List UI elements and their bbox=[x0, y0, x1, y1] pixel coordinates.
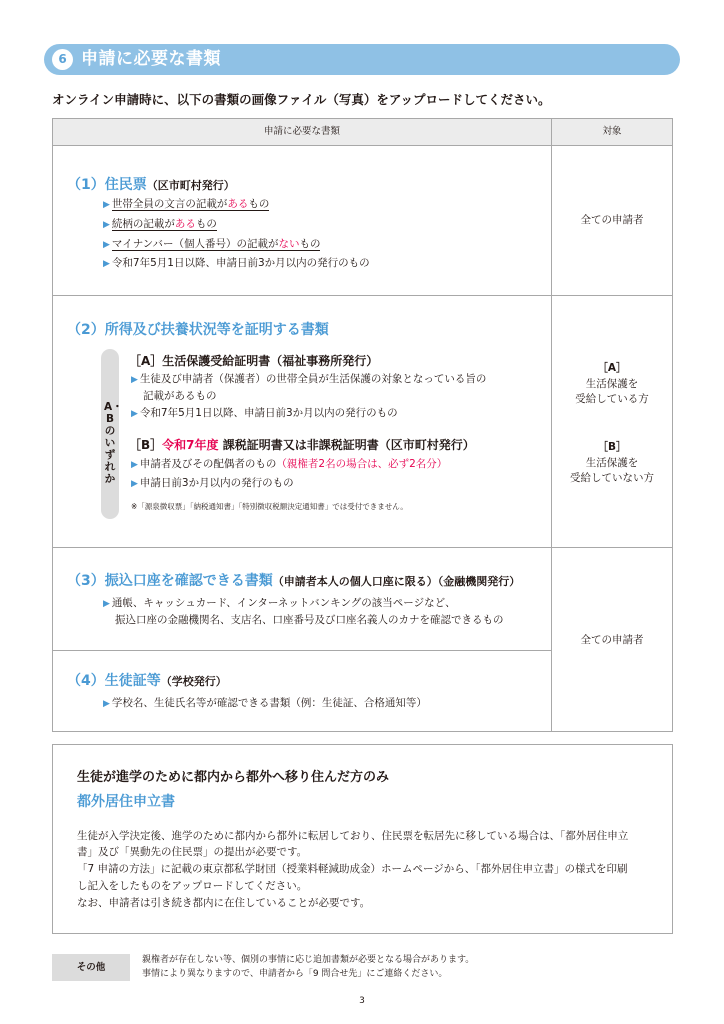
s4-title: （4）生徒証等（学校発行） bbox=[67, 673, 227, 689]
s2-target-b-label: ［B］ bbox=[597, 441, 627, 453]
header-documents: 申請に必要な書類 bbox=[263, 126, 340, 137]
required-documents-table bbox=[52, 118, 673, 732]
section-banner bbox=[44, 44, 680, 75]
triangle-bullet-icon: ▶ bbox=[131, 375, 138, 385]
triangle-bullet-icon: ▶ bbox=[103, 699, 110, 709]
row-divider bbox=[53, 650, 551, 651]
section-title: 申請に必要な書類 bbox=[81, 49, 221, 69]
outside-paragraph-line: し記入をしたものをアップロードしてください。 bbox=[77, 880, 308, 892]
outside-paragraph-line: 書」及び「異動先の住民票」の提出が必要です。 bbox=[77, 846, 308, 858]
s1-bullet-3: ▶ マイナンバー（個人番号）の記載がないもの bbox=[103, 238, 321, 250]
triangle-bullet-icon: ▶ bbox=[103, 259, 110, 269]
s1-target: 全ての申請者 bbox=[580, 214, 644, 226]
triangle-bullet-icon: ▶ bbox=[103, 240, 110, 250]
outside-document-title: 都外居住申立書 bbox=[77, 794, 175, 810]
header-target: 対象 bbox=[602, 126, 622, 137]
s4-bullet-1: ▶ 学校名、生徒氏名等が確認できる書類（例：生徒証、合格通知等） bbox=[103, 697, 427, 709]
s2-target-a-label: ［A］ bbox=[597, 362, 627, 374]
outside-paragraph-line: 「7 申請の方法」に記載の東京都私学財団（授業料軽減助成金）ホームページから、「都外居住申立書」の様式を印刷 bbox=[77, 863, 628, 875]
s2-b-title: ［B］令和7年度 課税証明書又は非課税証明書（区市町村発行） bbox=[129, 438, 475, 452]
s3-bullet-1-cont: 振込口座の金融機関名、支店名、口座番号及び口座名義人のカナを確認できるもの bbox=[115, 614, 504, 626]
s3-s4-target: 全ての申請者 bbox=[580, 634, 644, 646]
other-label: その他 bbox=[52, 954, 130, 981]
s2-title: （2）所得及び扶養状況等を証明する書類 bbox=[67, 322, 329, 338]
s3-title: （3）振込口座を確認できる書類（申請者本人の個人口座に限る）（金融機関発行） bbox=[67, 573, 521, 589]
row-divider bbox=[53, 547, 672, 548]
outside-paragraph-line: 生徒が入学決定後、進学のために都内から都外に転居しており、住民票を転居先に移している場合は、「都外居住申立 bbox=[77, 830, 629, 842]
outside-residence-box bbox=[52, 744, 673, 934]
outside-paragraph-line: なお、申請者は引き続き都内に在住していることが必要です。 bbox=[77, 897, 371, 909]
s2-a-title: ［A］生活保護受給証明書（福祉事務所発行） bbox=[129, 354, 379, 368]
s2-target-a-line2: 受給している方 bbox=[575, 393, 649, 405]
page-number: 3 bbox=[359, 996, 365, 1006]
s2-target-b-line1: 生活保護を bbox=[585, 457, 639, 469]
either-a-or-b-tag: A・Bのいずれか bbox=[101, 349, 119, 519]
other-text-line-1: 親権者が存在しない等、個別の事情に応じ追加書類が必要となる場合があります。 bbox=[142, 955, 475, 965]
triangle-bullet-icon: ▶ bbox=[131, 479, 138, 489]
other-text-line-2: 事情により異なりますので、申請者から「9 問合せ先」にご連絡ください。 bbox=[142, 969, 448, 979]
s2-note: ※「源泉徴収票」「納税通知書」「特別徴収税額決定通知書」では受付できません。 bbox=[131, 502, 408, 511]
triangle-bullet-icon: ▶ bbox=[103, 599, 110, 609]
triangle-bullet-icon: ▶ bbox=[103, 200, 110, 210]
s2-target-b-line2: 受給していない方 bbox=[570, 472, 654, 484]
triangle-bullet-icon: ▶ bbox=[131, 460, 138, 470]
s1-bullet-1: ▶ 世帯全員の文言の記載があるもの bbox=[103, 198, 270, 210]
s1-bullet-2: ▶ 続柄の記載があるもの bbox=[103, 218, 217, 230]
s1-title: （1）住民票（区市町村発行） bbox=[67, 177, 235, 193]
row-divider bbox=[53, 295, 672, 296]
s2-a-bullet-1-cont: 記載があるもの bbox=[143, 390, 217, 402]
s2-a-bullet-2: ▶ 令和7年5月1日以降、申請日前3か月以内の発行のもの bbox=[131, 407, 398, 419]
s2-target-a-line1: 生活保護を bbox=[585, 378, 639, 390]
outside-heading: 生徒が進学のために都内から都外へ移り住んだ方のみ bbox=[77, 770, 390, 785]
triangle-bullet-icon: ▶ bbox=[131, 409, 138, 419]
triangle-bullet-icon: ▶ bbox=[103, 220, 110, 230]
section-number-badge: 6 bbox=[52, 49, 73, 70]
s3-bullet-1: ▶ 通帳、キャッシュカード、インターネットバンキングの該当ページなど、 bbox=[103, 597, 456, 609]
s2-a-bullet-1: ▶ 生徒及び申請者（保護者）の世帯全員が生活保護の対象となっている旨の bbox=[131, 373, 487, 385]
s2-b-bullet-1: ▶ 申請者及びその配偶者のもの（親権者2名の場合は、必ず2名分） bbox=[131, 458, 448, 470]
s2-b-bullet-2: ▶ 申請日前3か月以内の発行のもの bbox=[131, 477, 294, 489]
intro-text: オンライン申請時に、以下の書類の画像ファイル（写真）をアップロードしてください。 bbox=[52, 92, 551, 107]
s1-bullet-4: ▶ 令和7年5月1日以降、申請日前3か月以内の発行のもの bbox=[103, 257, 370, 269]
